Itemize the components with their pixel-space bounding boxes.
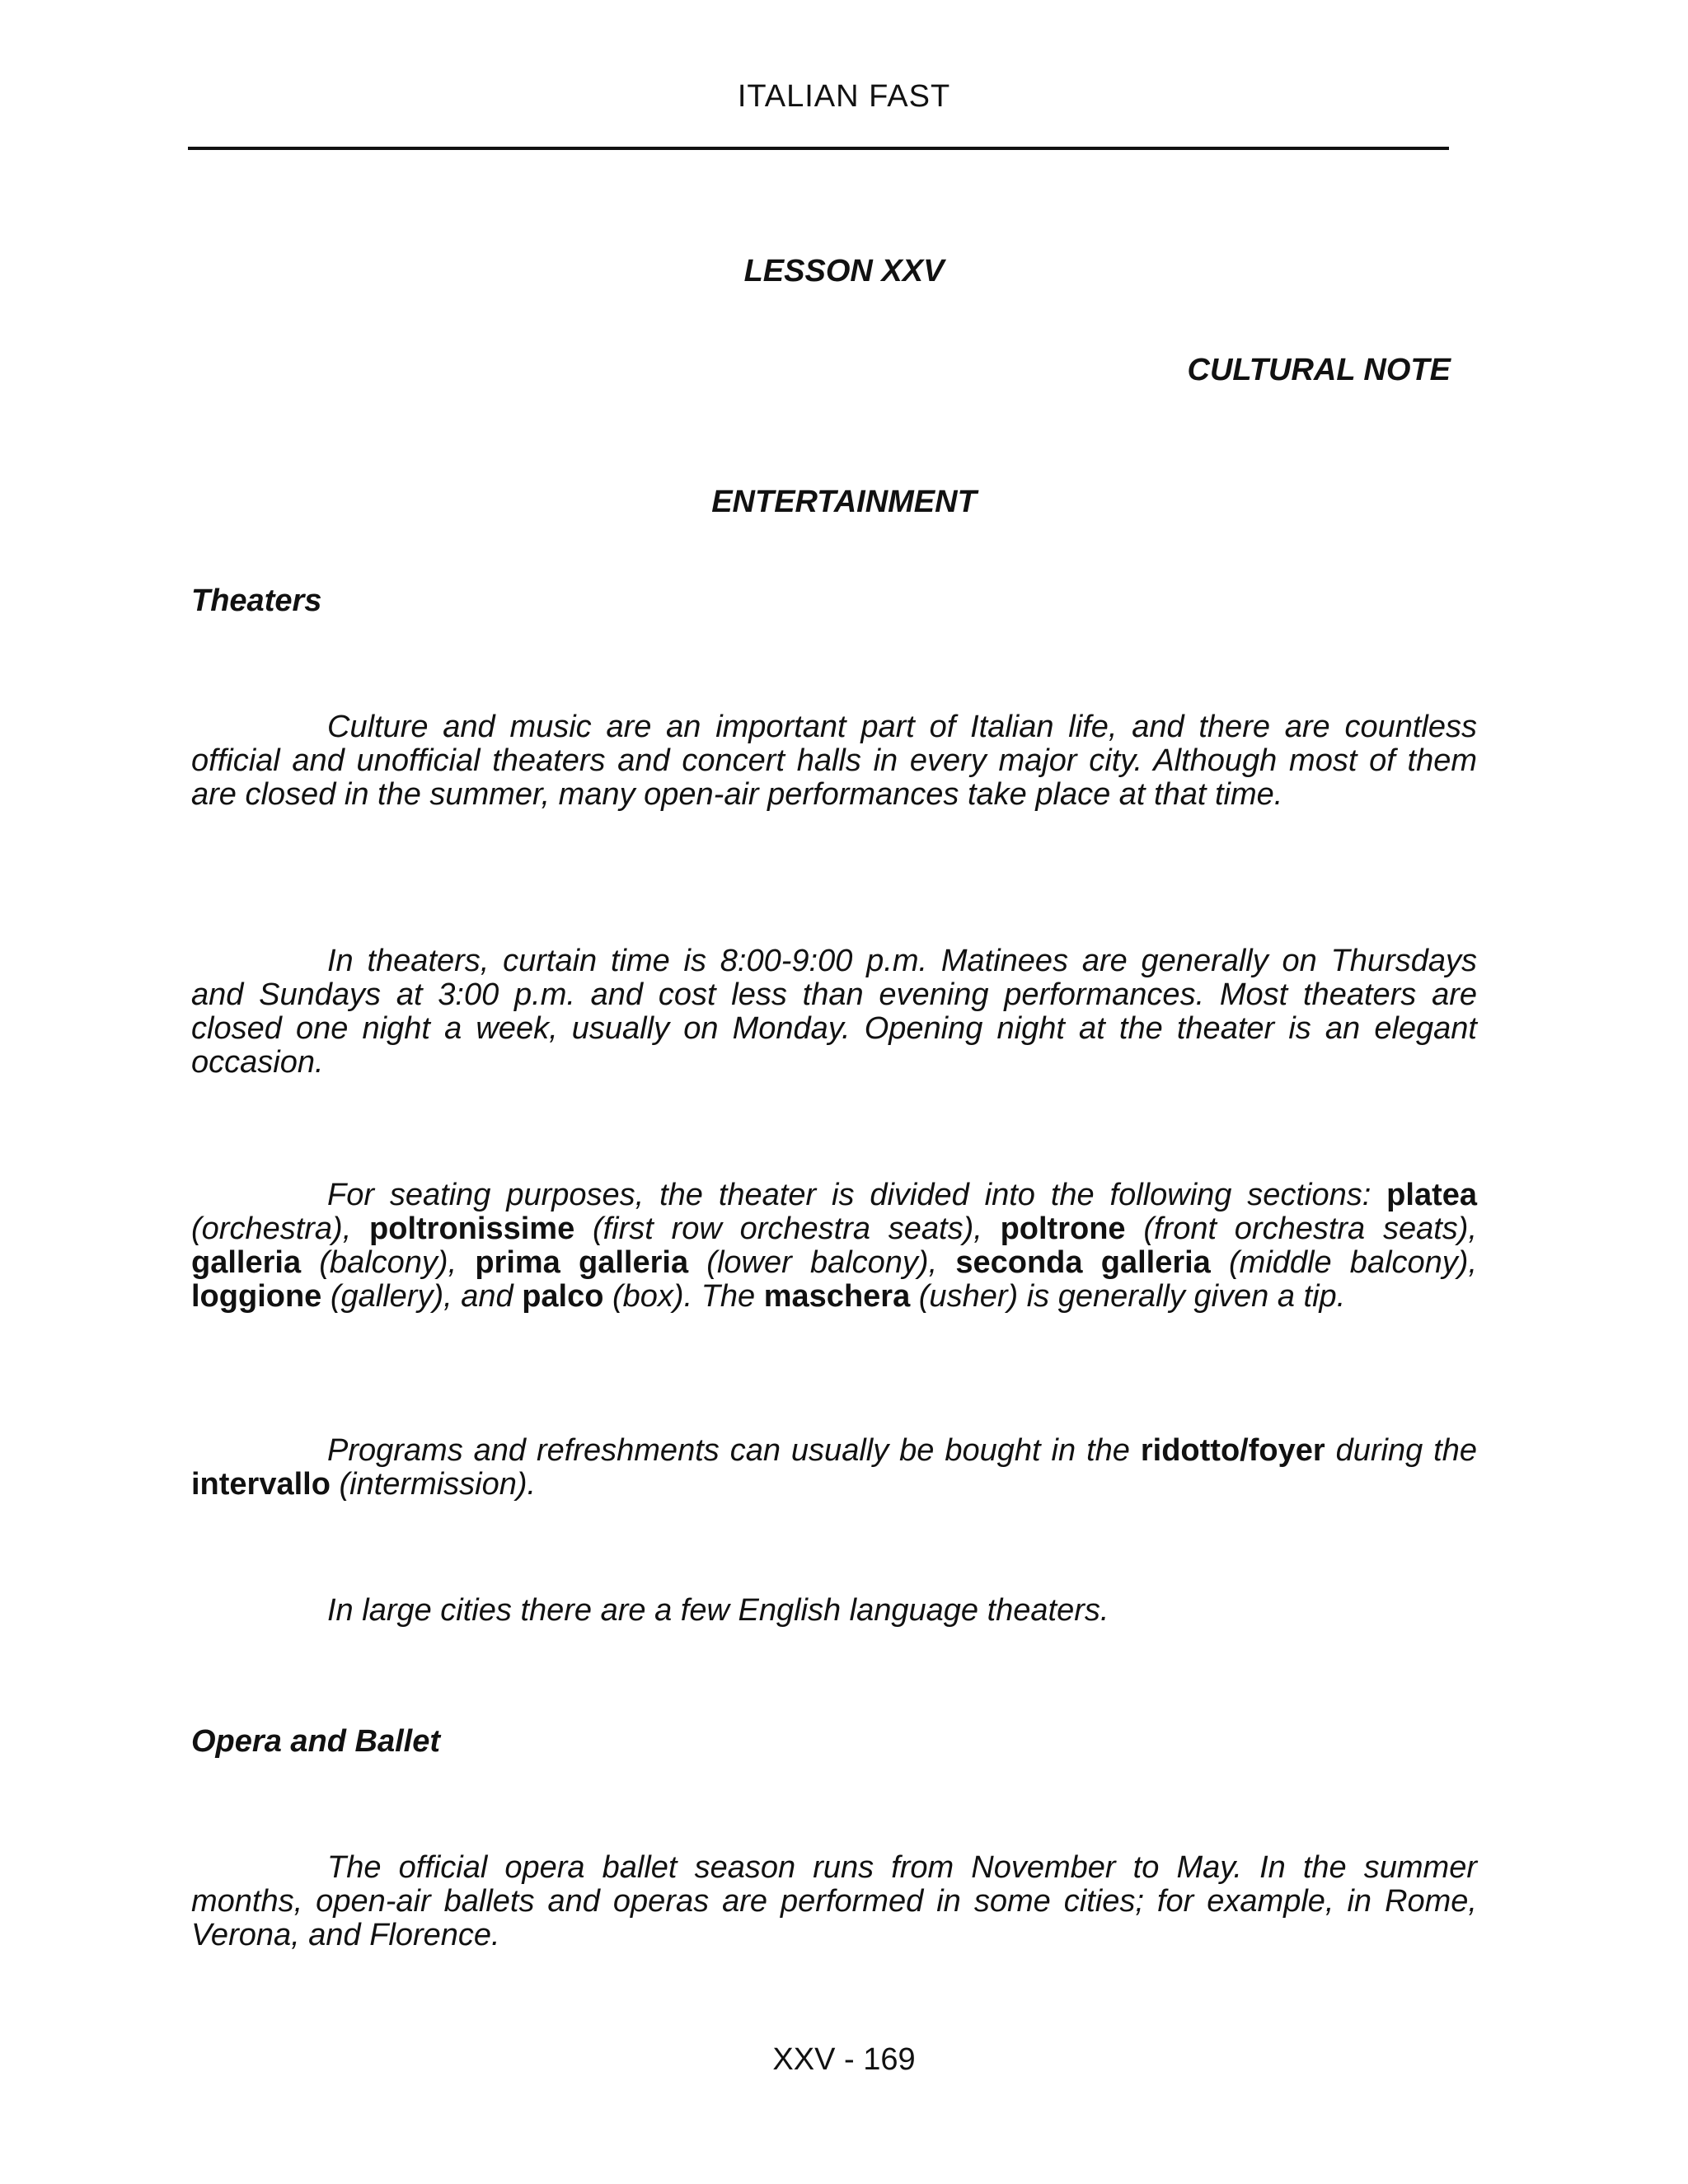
theaters-heading: Theaters (191, 583, 322, 618)
text-run: (usher) is generally given a tip. (910, 1279, 1346, 1314)
italian-term: platea (1386, 1178, 1477, 1212)
italian-term: palco (522, 1279, 604, 1314)
text-run: (middle balcony), (1210, 1245, 1477, 1280)
opera-paragraph-1: The official opera ballet season runs from November to May. In the summer months, open-air ballets and operas are performed in some cities; for example, in Rome, Verona, and Florence. (191, 1850, 1477, 1952)
italian-term: intervallo (191, 1467, 331, 1502)
section-title: ENTERTAINMENT (711, 485, 977, 519)
text-run: For seating purposes, the theater is divided into the following sections: (327, 1178, 1387, 1212)
italian-term: poltrone (1000, 1212, 1126, 1246)
text-run: (front orchestra seats), (1125, 1212, 1477, 1246)
text-run: during the (1325, 1433, 1477, 1468)
italian-term: ridotto/foyer (1140, 1433, 1325, 1468)
lesson-title: LESSON XXV (743, 254, 945, 288)
text-run: (gallery), and (321, 1279, 523, 1314)
text-run: (lower balcony), (688, 1245, 956, 1280)
italian-term: prima galleria (475, 1245, 689, 1280)
opera-ballet-heading: Opera and Ballet (191, 1724, 440, 1759)
running-header: ITALIAN FAST (737, 79, 951, 114)
text-run: (first row orchestra seats), (574, 1212, 1001, 1246)
cultural-note-label: CULTURAL NOTE (1187, 353, 1451, 387)
italian-term: maschera (763, 1279, 911, 1314)
text-run: (orchestra), (191, 1212, 370, 1246)
page-number: XXV - 169 (772, 2042, 916, 2077)
italian-term: galleria (191, 1245, 302, 1280)
italian-term: seconda galleria (955, 1245, 1211, 1280)
text-run: (box). The (603, 1279, 764, 1314)
theaters-paragraph-2: In theaters, curtain time is 8:00-9:00 p.m. Matinees are generally on Thursdays and Sundays at 3:00 p.m. and cost less than evening performances. Most theaters are closed one night a week, usually on Monday. Opening night at the theater is an elegant occasion. (191, 944, 1477, 1080)
italian-term: loggione (191, 1279, 322, 1314)
text-run: (balcony), (301, 1245, 476, 1280)
text-run: (intermission). (330, 1467, 537, 1502)
text-run: Programs and refreshments can usually be bought in the (327, 1433, 1141, 1468)
header-rule (188, 147, 1449, 150)
italian-term: poltronissime (369, 1212, 575, 1246)
theaters-paragraph-4 (191, 1434, 1477, 1502)
theaters-paragraph-1: Culture and music are an important part of Italian life, and there are countless official and unofficial theaters and concert halls in every major city. Although most of them are closed in the summer, many open-air performances take place at that time. (191, 710, 1477, 812)
theaters-paragraph-5: In large cities there are a few English language theaters. (327, 1593, 1109, 1628)
theaters-paragraph-3 (191, 1179, 1477, 1314)
